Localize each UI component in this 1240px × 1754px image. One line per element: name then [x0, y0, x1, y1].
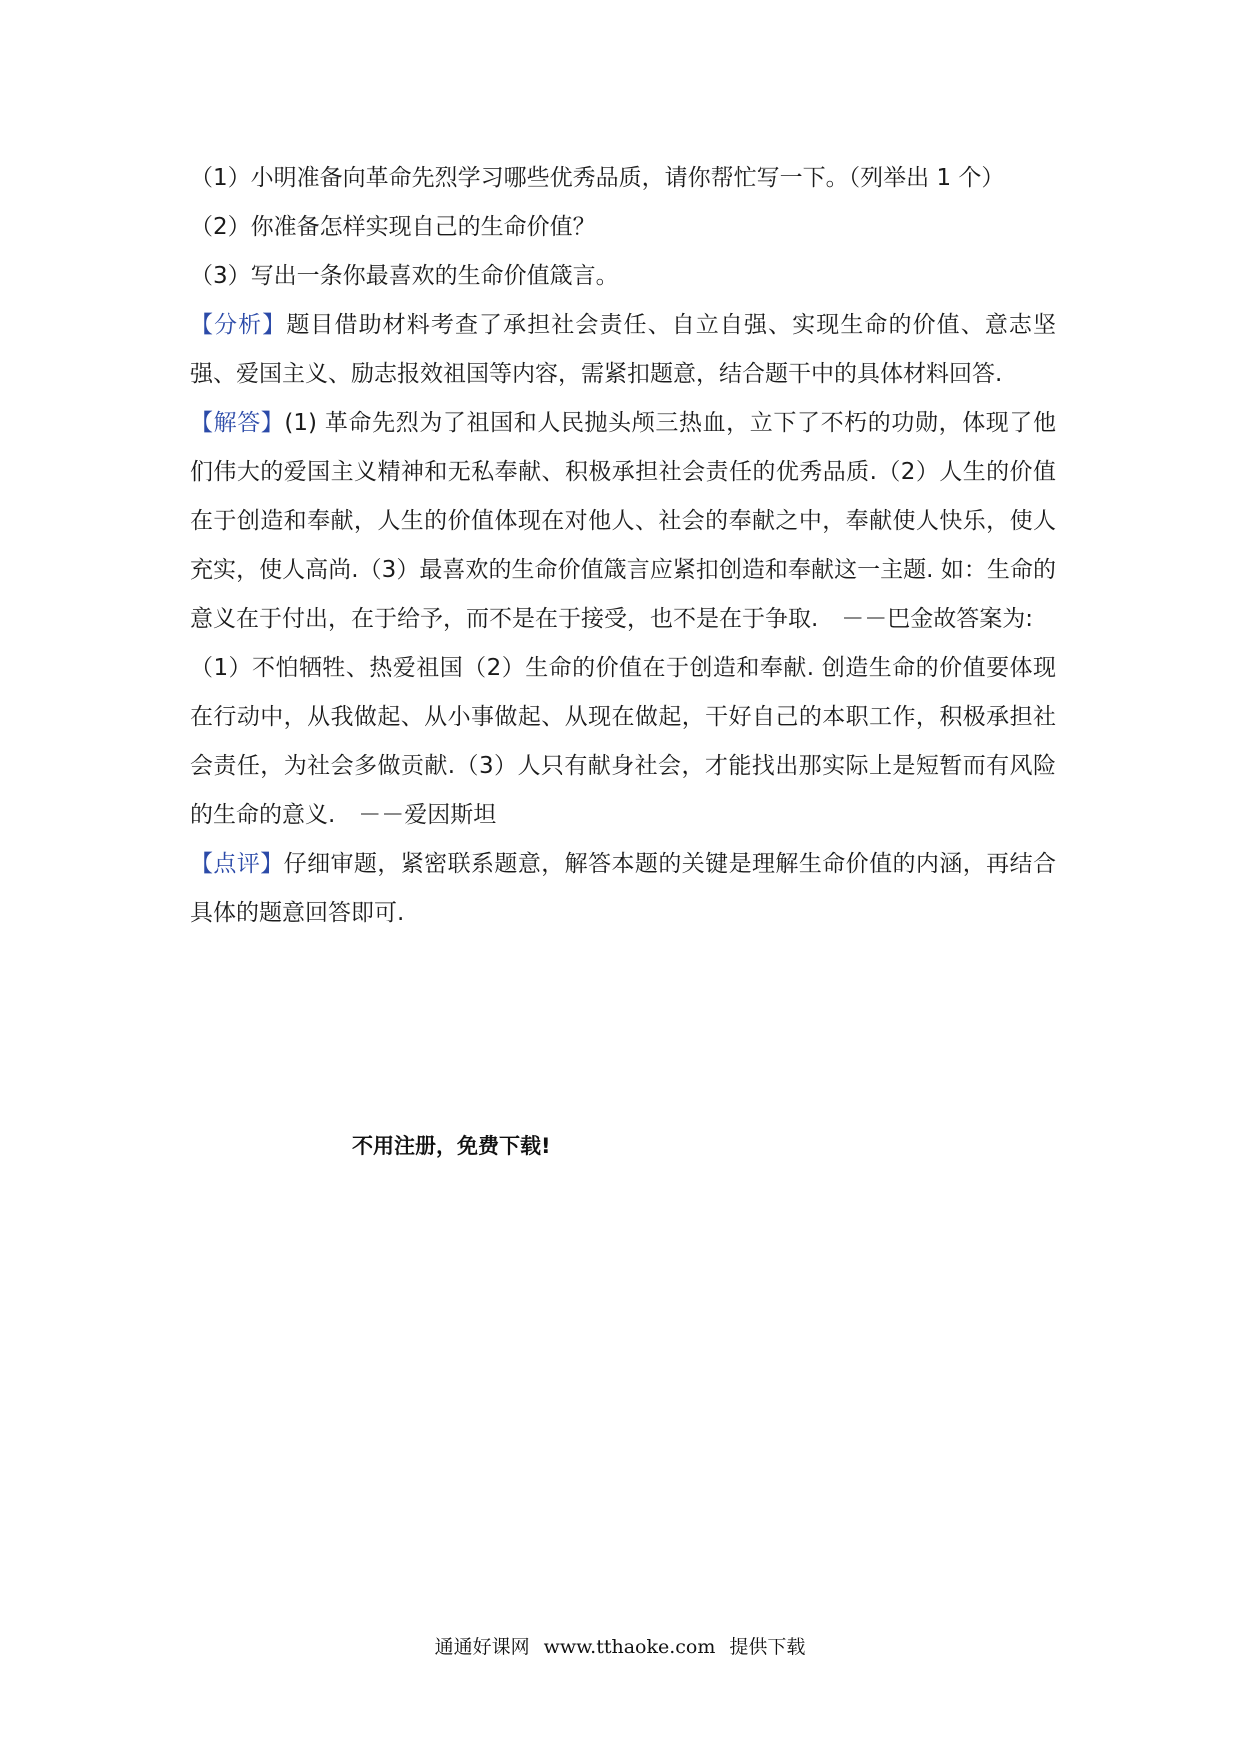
answer-paragraph [190, 399, 1056, 644]
comment-tag: 【点评】 [190, 851, 284, 877]
answer-final: （1）不怕牺牲、热爱祖国（2）生命的价值在于创造和奉献. 创造生命的价值要体现在行动中，从我做起、从小事做起、从现在做起，干好自己的本职工作，积极承担社会责任，为社会多做贡献.（3）人只有献身社会，才能找出那实际上是短暂而有风险的生命的意义. －－爱因斯坦 [190, 655, 1056, 828]
analysis-text: 题目借助材料考查了承担社会责任、自立自强、实现生命的价值、意志坚强、爱国主义、励志报效祖国等内容，需紧扣题意，结合题干中的具体材料回答. [190, 312, 1057, 387]
question-3: （3）写出一条你最喜欢的生命价值箴言。 [190, 263, 619, 289]
promo-text: 不用注册，免费下载! [352, 1134, 551, 1158]
answer-text: (1) 革命先烈为了祖国和人民抛头颅三热血，立下了不朽的功勋，体现了他们伟大的爱国主义精神和无私奉献、积极承担社会责任的优秀品质.（2）人生的价值在于创造和奉献，人生的价值体现在对他人、社会的奉献之中，奉献使人快乐，使人充实，使人高尚.（3）最喜欢的生命价值箴言应紧扣创造和奉献这一主题. 如：生命的意义在于付出，在于给予，而不是在于接受，也不是在于争取. －－巴金故答案为: [190, 410, 1057, 632]
footer-suffix: 提供下载 [729, 1636, 806, 1658]
analysis-paragraph [190, 301, 1056, 399]
question-1: （1）小明准备向革命先烈学习哪些优秀品质，请你帮忙写一下。（列举出 1 个） [190, 165, 1005, 191]
comment-paragraph [190, 840, 1056, 938]
document-body [190, 154, 1056, 938]
footer-url[interactable]: www.tthaoke.com [543, 1636, 716, 1658]
page-footer [0, 1632, 1240, 1659]
footer-site-name: 通通好课网 [434, 1636, 530, 1658]
analysis-tag: 【分析】 [190, 312, 287, 338]
answer-tag: 【解答】 [190, 410, 285, 436]
question-2: （2）你准备怎样实现自己的生命价值？ [190, 214, 596, 240]
comment-text: 仔细审题，紧密联系题意，解答本题的关键是理解生命价值的内涵，再结合具体的题意回答即可. [190, 851, 1057, 926]
